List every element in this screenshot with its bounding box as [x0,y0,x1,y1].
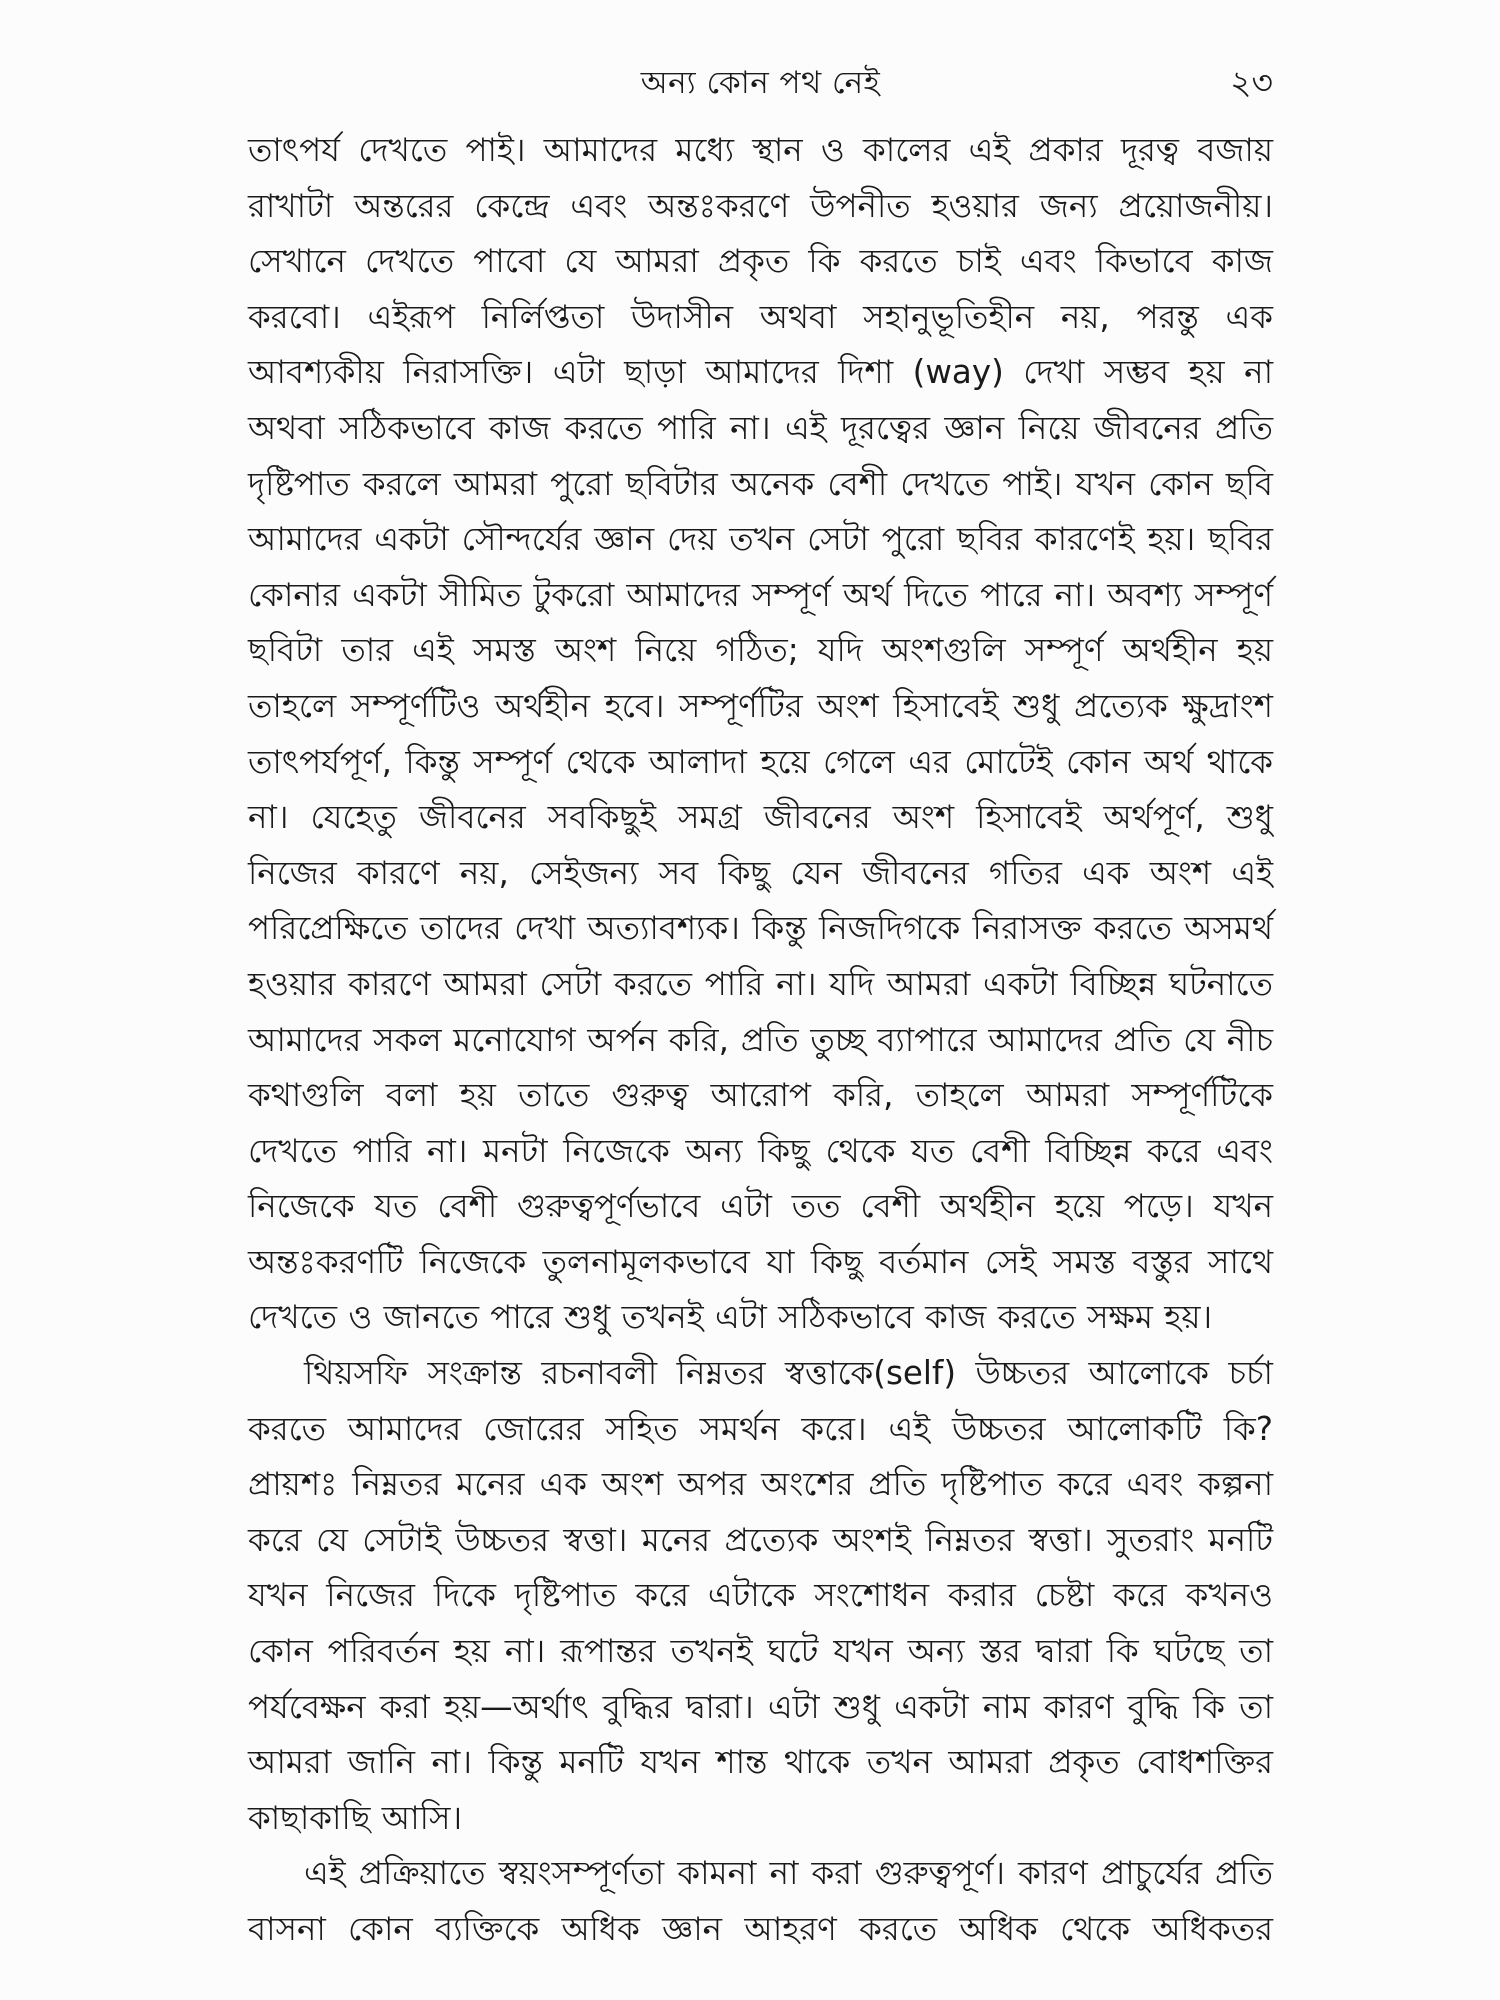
running-title: অন্য কোন পথ নেই [640,65,881,101]
paragraph: থিয়সফি সংক্রান্ত রচনাবলী নিম্নতর স্বত্তাকে(self) উচ্চতর আলোকে চর্চা করতে আমাদের জোরের সহিত সমর্থন করে। এই উচ্চতর আলোকটি কি? প্রায়শঃ নিম্নতর মনের এক অংশ অপর অংশের প্রতি দৃষ্টিপাত করে এবং কল্পনা করে যে সেটাই উচ্চতর স্বত্তা। মনের প্রত্যেক অংশই নিম্নতর স্বত্তা। সুতরাং মনটি যখন নিজের দিকে দৃষ্টিপাত করে এটাকে সংশোধন করার চেষ্টা করে কখনও কোন পরিবর্তন হয় না। রূপান্তর তখনই ঘটে যখন অন্য স্তর দ্বারা কি ঘটছে তা পর্যবেক্ষন করা হয়—অর্থাৎ বুদ্ধির দ্বারা। এটা শুধু একটা নাম কারণ বুদ্ধি কি তা আমরা জানি না। কিন্তু মনটি যখন শান্ত থাকে তখন আমরা প্রকৃত বোধশক্তির কাছাকাছি আসি। [248,1354,1273,1837]
page-header [248,58,1273,108]
paragraph: তাৎপর্য দেখতে পাই। আমাদের মধ্যে স্থান ও কালের এই প্রকার দূরত্ব বজায় রাখাটা অন্তরের কেন্দ্রে এবং অন্তঃকরণে উপনীত হওয়ার জন্য প্রয়োজনীয়। সেখানে দেখতে পাবো যে আমরা প্রকৃত কি করতে চাই এবং কিভাবে কাজ করবো। এইরূপ নির্লিপ্ততা উদাসীন অথবা সহানুভূতিহীন নয়, পরন্তু এক আবশ্যকীয় নিরাসক্তি। এটা ছাড়া আমাদের দিশা (way) দেখা সম্ভব হয় না অথবা সঠিকভাবে কাজ করতে পারি না। এই দূরত্বের জ্ঞান নিয়ে জীবনের প্রতি দৃষ্টিপাত করলে আমরা পুরো ছবিটার অনেক বেশী দেখতে পাই। যখন কোন ছবি আমাদের একটা সৌন্দর্যের জ্ঞান দেয় তখন সেটা পুরো ছবির কারণেই হয়। ছবির কোনার একটা সীমিত টুকরো আমাদের সম্পূর্ণ অর্থ দিতে পারে না। অবশ্য সম্পূর্ণ ছবিটা তার এই সমস্ত অংশ নিয়ে গঠিত; যদি অংশগুলি সম্পূর্ণ অর্থহীন হয় তাহলে সম্পূর্ণটিও অর্থহীন হবে। সম্পূর্ণটির অংশ হিসাবেই শুধু প্রত্যেক ক্ষুদ্রাংশ তাৎপর্যপূর্ণ, কিন্তু সম্পূর্ণ থেকে আলাদা হয়ে গেলে এর মোটেই কোন অর্থ থাকে না। যেহেতু জীবনের সবকিছুই সমগ্র জীবনের অংশ হিসাবেই অর্থপূর্ণ, শুধু নিজের কারণে নয়, সেইজন্য সব কিছু যেন জীবনের গতির এক অংশ এই পরিপ্রেক্ষিতে তাদের দেখা অত্যাবশ্যক। কিন্তু নিজদিগকে নিরাসক্ত করতে অসমর্থ হওয়ার কারণে আমরা সেটা করতে পারি না। যদি আমরা একটা বিচ্ছিন্ন ঘটনাতে আমাদের সকল মনোযোগ অর্পন করি, প্রতি তুচ্ছ ব্যাপারে আমাদের প্রতি যে নীচ কথাগুলি বলা হয় তাতে গুরুত্ব আরোপ করি, তাহলে আমরা সম্পূর্ণটিকে দেখতে পারি না। মনটা নিজেকে অন্য কিছু থেকে যত বেশী বিচ্ছিন্ন করে এবং নিজেকে যত বেশী গুরুত্বপূর্ণভাবে এটা তত বেশী অর্থহীন হয়ে পড়ে। যখন অন্তঃকরণটি নিজেকে তুলনামূলকভাবে যা কিছু বর্তমান সেই সমস্ত বস্তুর সাথে দেখতে ও জানতে পারে শুধু তখনই এটা সঠিকভাবে কাজ করতে সক্ষম হয়। [248,131,1273,1337]
page-number: ২৩ [1230,63,1273,102]
body-text [248,123,1273,1958]
paragraph: এই প্রক্রিয়াতে স্বয়ংসম্পূর্ণতা কামনা না করা গুরুত্বপূর্ণ। কারণ প্রাচুর্যের প্রতি বাসনা কোন ব্যক্তিকে অধিক জ্ঞান আহরণ করতে অধিক থেকে অধিকতর [248,1854,1273,1948]
